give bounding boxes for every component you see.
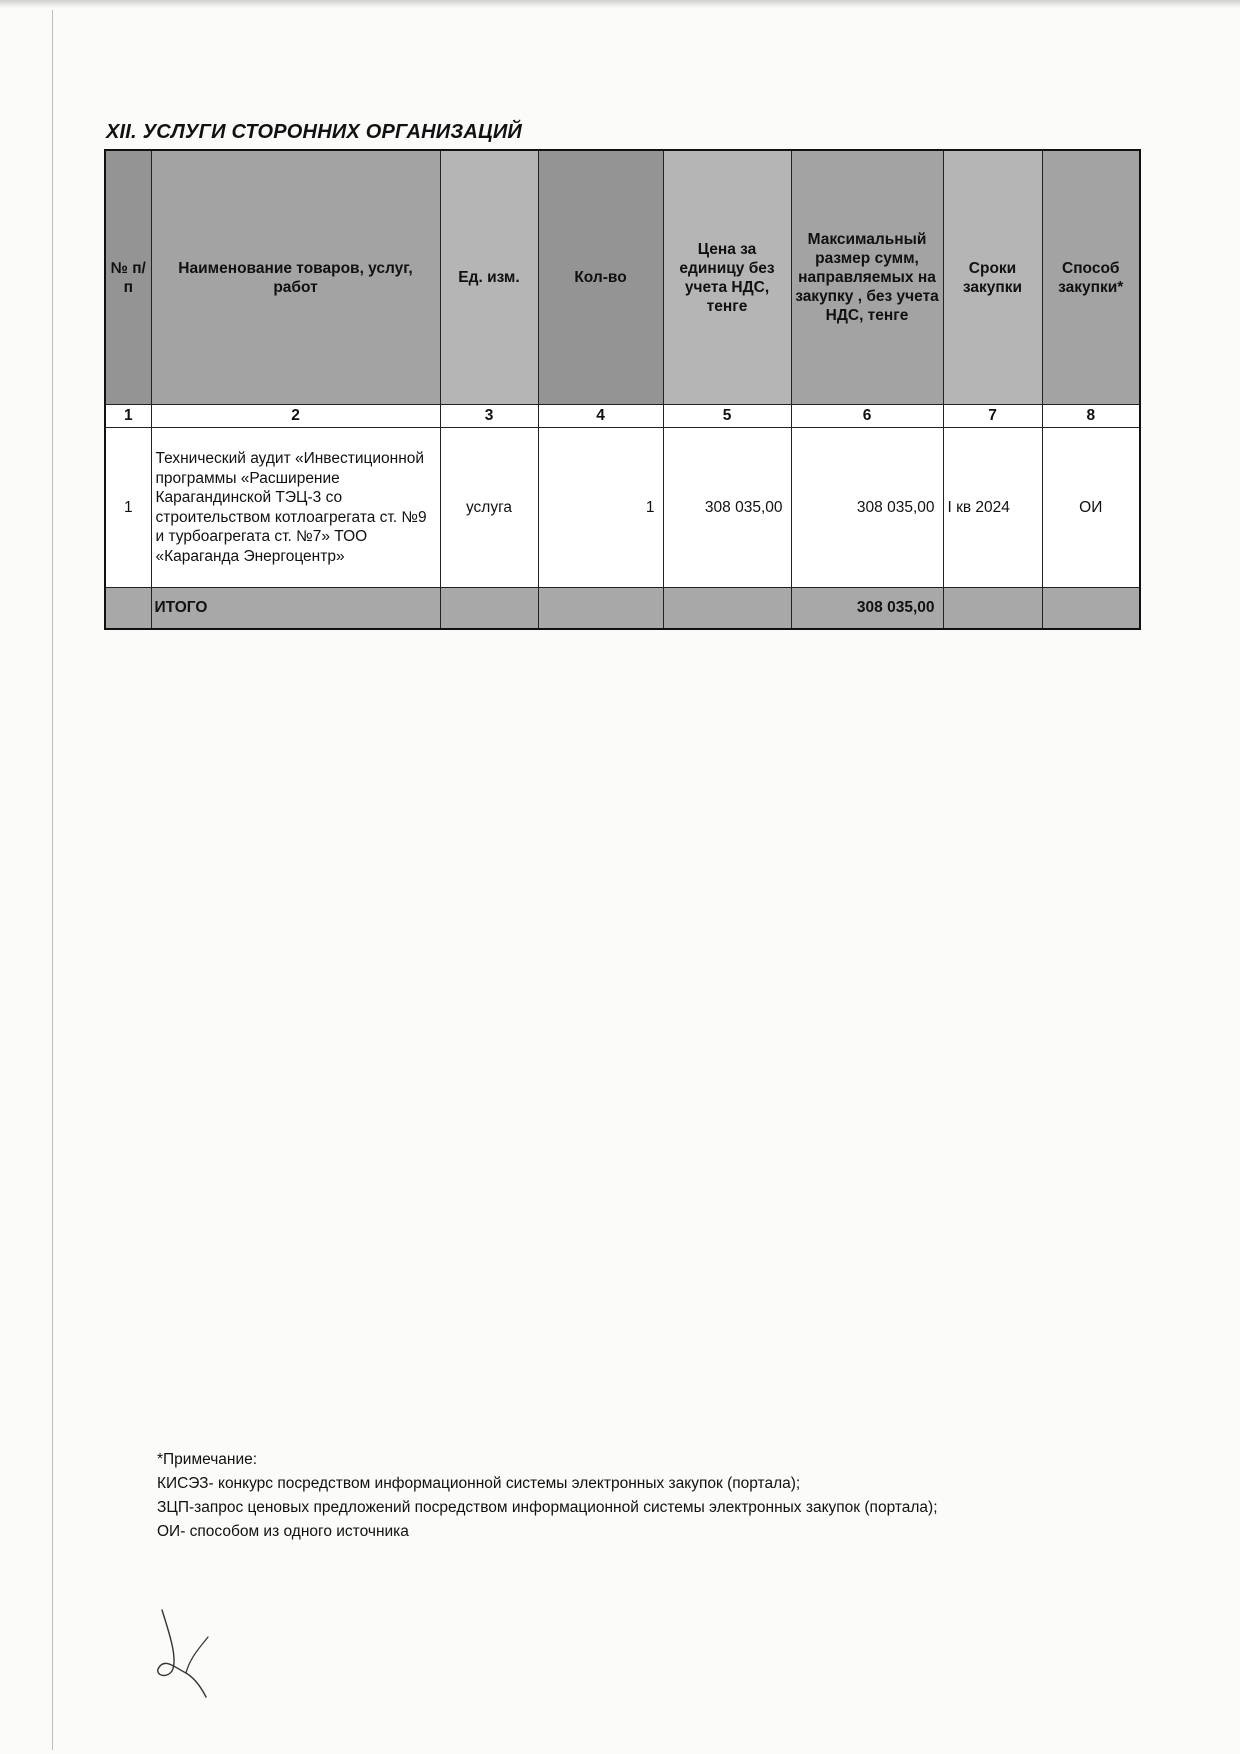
column-number: 7: [943, 405, 1042, 428]
table-row: [105, 428, 1140, 588]
total-empty-cell: [538, 588, 663, 630]
footnote-line: КИСЭЗ- конкурс посредством информационной системы электронных закупок (портала);: [157, 1475, 801, 1492]
section-title: XII. УСЛУГИ СТОРОННИХ ОРГАНИЗАЦИЙ: [106, 121, 522, 143]
header-price: Цена за единицу без учета НДС, тенге: [663, 150, 791, 405]
total-empty-cell: [105, 588, 151, 630]
total-empty-cell: [440, 588, 538, 630]
row-unit: услуга: [440, 428, 538, 588]
header-qty: Кол-во: [538, 150, 663, 405]
total-empty-cell: [943, 588, 1042, 630]
scan-margin-line: [52, 10, 53, 1750]
column-number: 5: [663, 405, 791, 428]
column-number: 2: [151, 405, 440, 428]
total-sum: 308 035,00: [791, 588, 943, 630]
row-qty: 1: [538, 428, 663, 588]
row-price: 308 035,00: [663, 428, 791, 588]
column-number: 8: [1042, 405, 1140, 428]
row-num: 1: [105, 428, 151, 588]
procurement-table: [104, 149, 1141, 630]
header-num: № п/п: [105, 150, 151, 405]
table-header-row: [105, 150, 1140, 405]
total-empty-cell: [663, 588, 791, 630]
footnote-line: ОИ- способом из одного источника: [157, 1523, 409, 1540]
footnote-title: *Примечание:: [157, 1451, 258, 1468]
column-number-row: [105, 405, 1140, 428]
header-unit: Ед. изм.: [440, 150, 538, 405]
header-name: Наименование товаров, услуг, работ: [151, 150, 440, 405]
footnote-line: ЗЦП-запрос ценовых предложений посредством информационной системы электронных закупок (портала);: [157, 1499, 938, 1516]
total-row: [105, 588, 1140, 630]
scan-edge: [0, 0, 1240, 8]
header-method: Способ закупки*: [1042, 150, 1140, 405]
total-label: ИТОГО: [151, 588, 440, 630]
row-term: I кв 2024: [943, 428, 1042, 588]
column-number: 3: [440, 405, 538, 428]
row-method: ОИ: [1042, 428, 1140, 588]
column-number: 4: [538, 405, 663, 428]
column-number: 6: [791, 405, 943, 428]
total-empty-cell: [1042, 588, 1140, 630]
handwritten-signature: [150, 1605, 230, 1705]
row-max-sum: 308 035,00: [791, 428, 943, 588]
footnote: [157, 1448, 938, 1544]
row-name: Технический аудит «Инвестиционной программы «Расширение Карагандинской ТЭЦ-3 со строительством котлоагрегата ст. №9 и турбоагрегата ст. №7» ТОО «Караганда Энергоцентр»: [151, 428, 440, 588]
header-term: Сроки закупки: [943, 150, 1042, 405]
header-max-sum: Максимальный размер сумм, направляемых на закупку , без учета НДС, тенге: [791, 150, 943, 405]
column-number: 1: [105, 405, 151, 428]
